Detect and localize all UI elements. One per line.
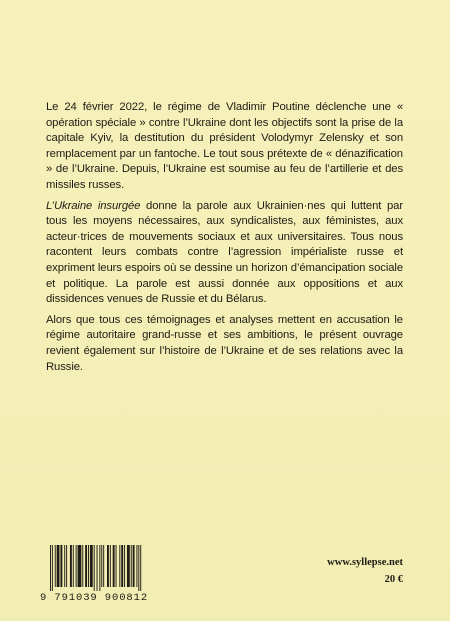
barcode-bar xyxy=(131,545,132,587)
publisher-website: www.syllepse.net xyxy=(327,557,403,568)
barcode-bar xyxy=(119,545,120,587)
barcode-bar xyxy=(113,545,115,587)
barcode-bar xyxy=(76,545,77,587)
barcode-bar xyxy=(121,545,123,587)
blurb-paragraph-2 xyxy=(46,199,403,308)
barcode-bar xyxy=(57,545,60,587)
blurb-paragraph-3 xyxy=(46,313,403,375)
barcode-bar xyxy=(78,545,82,587)
barcode-bar xyxy=(124,545,125,587)
barcode-bar xyxy=(110,545,111,587)
barcode-bar xyxy=(94,545,95,591)
barcode-bar xyxy=(88,545,89,587)
barcode-bar xyxy=(70,545,72,587)
book-title-italic: L’Ukraine insurgée xyxy=(46,199,141,212)
blurb-paragraph-1 xyxy=(46,100,403,194)
barcode-bar xyxy=(50,545,51,591)
barcode-bar xyxy=(107,545,109,587)
barcode-bar xyxy=(55,545,56,587)
barcode-bar xyxy=(64,545,65,587)
barcode-bar xyxy=(52,545,53,591)
barcode-bar xyxy=(82,545,83,587)
barcode-bar xyxy=(101,545,102,587)
barcode-bar xyxy=(99,545,100,591)
barcode-digits: 9 791039 900812 xyxy=(40,592,149,604)
barcode-bar xyxy=(60,545,62,587)
blurb-paragraph-2-text: donne la parole aux Ukrainien·nes qui luttent par tous les moyens nécessaires, aux syndicalistes, aux féministes, aux acteur·trices de mouvements sociaux et aux universitaires. Tous nous racontent leurs combats contre l’agression impérialiste russe et expriment leurs espoirs où se dessine un horizon d’émancipation sociale et politique. La parole est aussi donnée aux oppositions et aux dissidences venues de Russie et du Bélarus. xyxy=(46,199,403,306)
barcode-bar xyxy=(85,545,87,587)
barcode-bar xyxy=(116,545,117,587)
isbn-barcode xyxy=(40,545,164,605)
blurb-paragraph-1-text: Le 24 février 2022, le régime de Vladimir Poutine déclenche une « opération spéciale » contre l’Ukraine dont les objectifs sont la prise de la capitale Kyiv, la destitution du président Volodymyr Zelensky et son remplacement par un fantoche. Le tout sous prétexte de « dénazification » de l’Ukraine. Depuis, l’Ukraine est soumise au feu de l’artillerie et des missiles russes. xyxy=(46,101,403,191)
barcode-bar xyxy=(97,545,98,591)
barcode-bar xyxy=(90,545,93,587)
back-cover-blurb xyxy=(46,100,403,380)
barcode-bar xyxy=(66,545,67,587)
barcode-bar xyxy=(138,545,139,591)
barcode-bar xyxy=(103,545,104,587)
blurb-paragraph-3-text: Alors que tous ces témoignages et analyses mettent en accusation le régime autoritaire grand-russe et ses ambitions, le présent ouvrage revient également sur l’histoire de l’Ukraine et de ses relations avec la Russie. xyxy=(46,313,403,373)
barcode-bar xyxy=(127,545,130,587)
barcode-bar xyxy=(133,545,135,587)
barcode-bar xyxy=(140,545,141,591)
barcode-bar xyxy=(73,545,74,587)
barcode-bar xyxy=(136,545,137,587)
barcode-bars-graphic xyxy=(50,545,164,591)
book-price: 20 € xyxy=(384,574,403,585)
